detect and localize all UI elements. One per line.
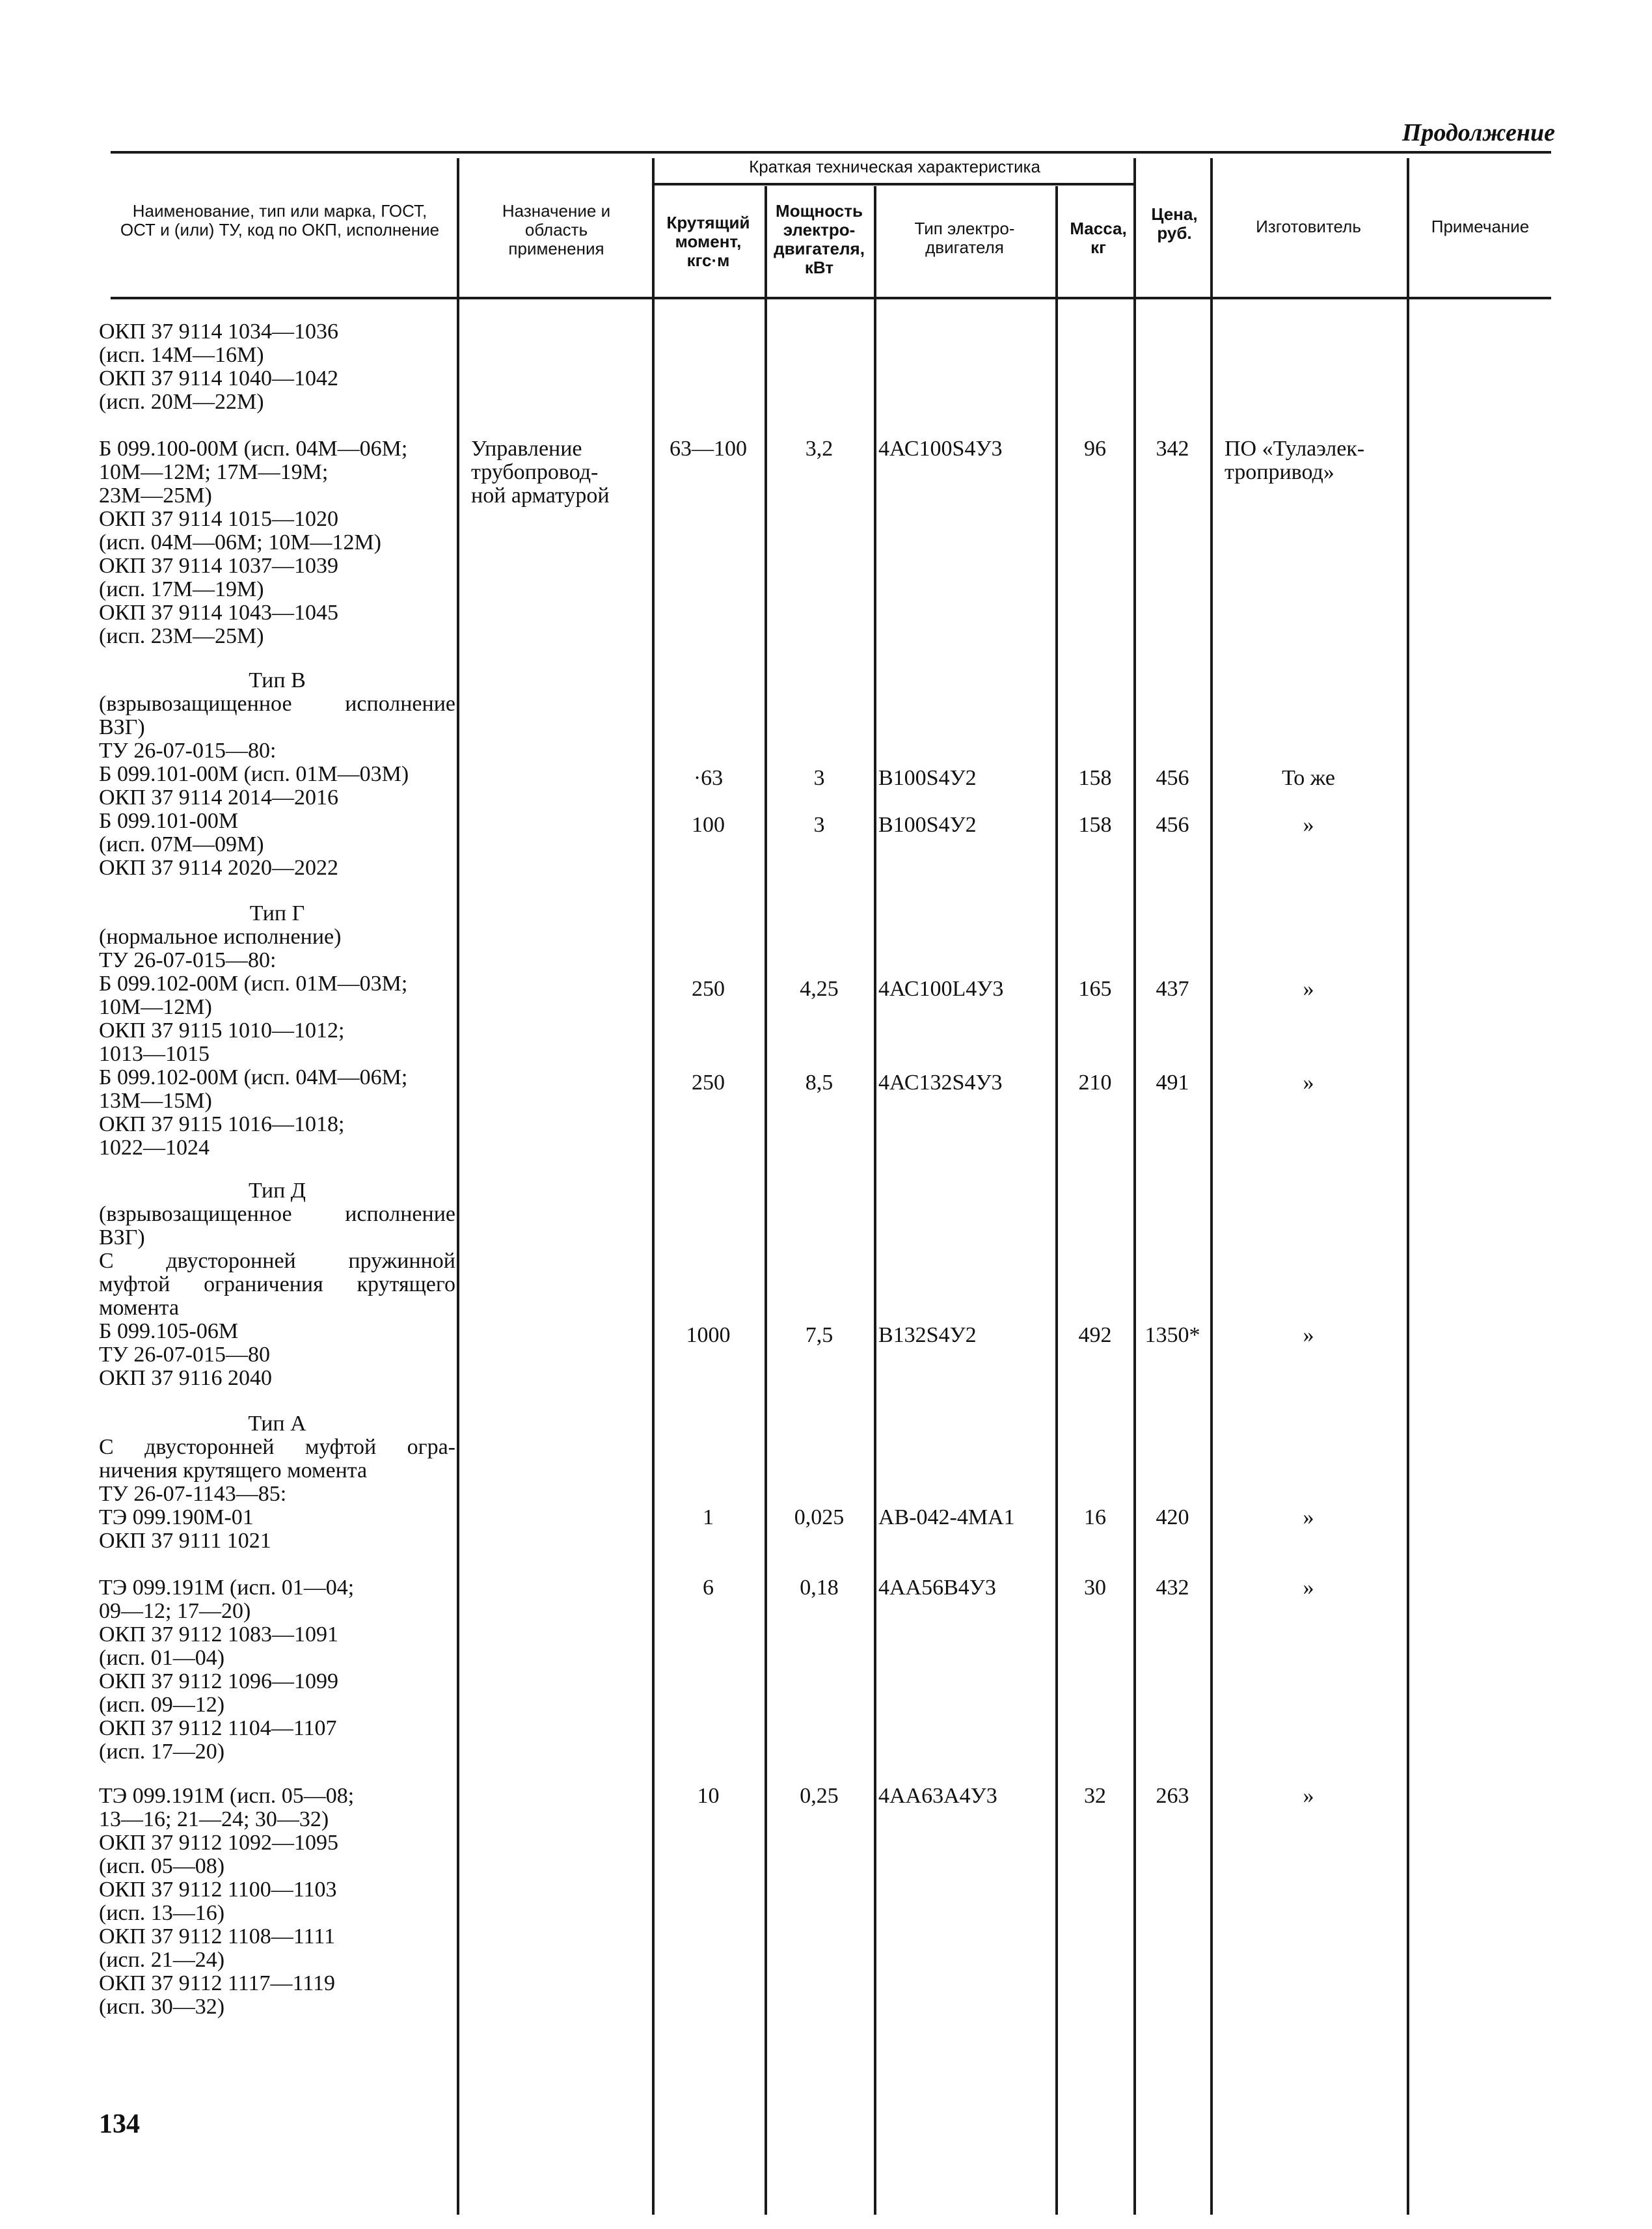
motor-cell: 4АС100S4У3 bbox=[878, 437, 1003, 461]
mass-cell: 16 bbox=[1084, 1505, 1106, 1529]
maker-cell: » bbox=[1303, 813, 1314, 837]
okp-line: ОКП 37 9116 2040 bbox=[99, 1366, 273, 1390]
okp-line: (исп. 23М—25М) bbox=[99, 624, 264, 648]
mass-cell: 492 bbox=[1078, 1323, 1112, 1347]
okp-line: ОКП 37 9114 1034—1036 bbox=[99, 320, 339, 344]
okp-line: ОКП 37 9114 1037—1039 bbox=[99, 554, 339, 578]
column-divider bbox=[1133, 158, 1136, 2215]
maker-cell: » bbox=[1303, 1071, 1314, 1095]
header-spec-group: Краткая техническая характеристика bbox=[749, 157, 1040, 176]
purpose-line: ной арматурой bbox=[471, 484, 610, 508]
okp-line: (исп. 20М—22М) bbox=[99, 390, 264, 414]
maker-line: ПО «Тулаэлек- bbox=[1225, 437, 1365, 461]
torque-cell: 1 bbox=[703, 1505, 714, 1529]
header-maker: Изготовитель bbox=[1256, 217, 1361, 236]
okp-line: ОКП 37 9114 2020—2022 bbox=[99, 856, 339, 880]
okp-line: 10М—12М; 17М—19М; bbox=[99, 460, 329, 484]
price-cell: 420 bbox=[1156, 1505, 1189, 1529]
okp-line: Б 099.100-00М (исп. 04М—06М; bbox=[99, 437, 408, 461]
mass-cell: 158 bbox=[1078, 813, 1112, 837]
okp-line: 23М—25М) bbox=[99, 484, 212, 508]
okp-line: ОКП 37 9114 1043—1045 bbox=[99, 601, 339, 625]
type-g-block bbox=[99, 902, 455, 1160]
torque-cell: 100 bbox=[692, 813, 725, 837]
mass-cell: 96 bbox=[1084, 437, 1106, 461]
okp-line: Б 099.101-00М bbox=[99, 809, 239, 833]
power-cell: 3 bbox=[813, 813, 825, 837]
okp-line: ничения крутящего момента bbox=[99, 1458, 368, 1483]
continuation-label: Продолжение bbox=[1401, 119, 1555, 146]
torque-cell: 250 bbox=[692, 1071, 725, 1095]
okp-line: (исп. 30—32) bbox=[99, 1995, 225, 2019]
okp-line: ОКП 37 9115 1016—1018; bbox=[99, 1112, 345, 1136]
okp-line: ОКП 37 9112 1104—1107 bbox=[99, 1716, 337, 1740]
okp-block-8 bbox=[99, 1785, 354, 2019]
mass-cell: 30 bbox=[1084, 1576, 1106, 1600]
okp-line: (исп. 13—16) bbox=[99, 1901, 225, 1925]
motor-cell: В100S4У2 bbox=[878, 813, 977, 837]
okp-line: С двусторонней муфтой огра- bbox=[99, 1435, 455, 1459]
okp-line: ОКП 37 9114 1040—1042 bbox=[99, 366, 339, 390]
okp-line: ОКП 37 9114 1015—1020 bbox=[99, 507, 339, 531]
torque-cell: ·63 bbox=[693, 766, 724, 790]
torque-cell: 6 bbox=[703, 1576, 714, 1600]
okp-line: ОКП 37 9111 1021 bbox=[99, 1529, 271, 1553]
motor-cell: В100S4У2 bbox=[878, 766, 977, 790]
header-motor-type: Тип электро- двигателя bbox=[914, 219, 1015, 257]
okp-line: (исп. 17М—19М) bbox=[99, 577, 264, 601]
okp-line: ОКП 37 9112 1083—1091 bbox=[99, 1622, 339, 1647]
header-note: Примечание bbox=[1431, 217, 1530, 236]
maker-line: тропривод» bbox=[1225, 460, 1334, 484]
spec-group-rule bbox=[654, 183, 1135, 185]
okp-line: ТЭ 099.191М (исп. 01—04; bbox=[99, 1576, 355, 1600]
mass-cell: 32 bbox=[1084, 1784, 1106, 1808]
mass-cell: 158 bbox=[1078, 766, 1112, 790]
okp-line: Б 099.102-00М (исп. 01М—03М; bbox=[99, 972, 408, 996]
okp-line: ОКП 37 9114 2014—2016 bbox=[99, 786, 339, 810]
price-cell: 342 bbox=[1156, 437, 1189, 461]
okp-line: 1022—1024 bbox=[99, 1136, 210, 1160]
okp-line: ТЭ 099.190М-01 bbox=[99, 1505, 254, 1529]
okp-line: 13М—15М) bbox=[99, 1089, 212, 1113]
okp-block-7 bbox=[99, 1576, 354, 1764]
okp-line: 10М—12М) bbox=[99, 995, 212, 1019]
okp-line: ТУ 26-07-015—80: bbox=[99, 739, 277, 763]
header-purpose: Назначение и область применения bbox=[502, 201, 611, 258]
okp-line: (взрывозащищенное исполнение bbox=[99, 692, 455, 716]
header-mass: Масса, кг bbox=[1070, 219, 1127, 257]
price-cell: 456 bbox=[1156, 766, 1189, 790]
maker-cell: То же bbox=[1282, 766, 1335, 790]
okp-line: (исп. 05—08) bbox=[99, 1854, 225, 1878]
okp-line: ТУ 26-07-015—80 bbox=[99, 1343, 270, 1367]
okp-block-2 bbox=[99, 437, 407, 648]
column-divider bbox=[652, 158, 655, 2215]
motor-cell: 4АС132S4У3 bbox=[878, 1071, 1003, 1095]
okp-block-1 bbox=[99, 320, 338, 414]
torque-cell: 250 bbox=[692, 977, 725, 1001]
maker-cell: » bbox=[1303, 1576, 1314, 1600]
type-a-block bbox=[99, 1412, 455, 1553]
type-d-block bbox=[99, 1179, 455, 1390]
power-cell: 4,25 bbox=[800, 977, 839, 1001]
okp-line: С двусторонней пружинной bbox=[99, 1249, 455, 1273]
okp-line: момента bbox=[99, 1296, 180, 1320]
header-torque: Крутящий момент, кгс·м bbox=[666, 213, 750, 270]
type-d-title: Тип Д bbox=[248, 1179, 306, 1203]
okp-line: (взрывозащищенное исполнение bbox=[99, 1202, 455, 1226]
power-cell: 0,18 bbox=[800, 1576, 839, 1600]
type-v-title: Тип В bbox=[249, 668, 306, 692]
okp-line: (исп. 17—20) bbox=[99, 1740, 225, 1764]
okp-line: ВЗГ) bbox=[99, 1225, 145, 1250]
column-divider bbox=[765, 186, 767, 2215]
power-cell: 0,25 bbox=[800, 1784, 839, 1808]
price-cell: 491 bbox=[1156, 1071, 1189, 1095]
motor-cell: 4АА63А4У3 bbox=[878, 1784, 997, 1808]
motor-cell: АВ-042-4МА1 bbox=[878, 1505, 1015, 1529]
mass-cell: 165 bbox=[1078, 977, 1112, 1001]
maker-cell: » bbox=[1303, 977, 1314, 1001]
price-cell: 432 bbox=[1156, 1576, 1189, 1600]
type-v-block bbox=[99, 669, 455, 880]
okp-line: ВЗГ) bbox=[99, 715, 145, 739]
okp-line: (исп. 14М—16М) bbox=[99, 343, 264, 367]
header-bottom-rule bbox=[111, 297, 1551, 299]
purpose-cell bbox=[471, 437, 610, 508]
okp-line: 13—16; 21—24; 30—32) bbox=[99, 1807, 329, 1831]
power-cell: 3 bbox=[813, 766, 825, 790]
price-cell: 437 bbox=[1156, 977, 1189, 1001]
okp-line: (исп. 01—04) bbox=[99, 1646, 225, 1670]
power-cell: 8,5 bbox=[805, 1071, 833, 1095]
okp-line: Б 099.102-00М (исп. 04М—06М; bbox=[99, 1065, 408, 1089]
torque-cell: 10 bbox=[697, 1784, 720, 1808]
okp-line: 1013—1015 bbox=[99, 1042, 210, 1066]
type-g-title: Тип Г bbox=[249, 901, 305, 925]
okp-line: ТУ 26-07-1143—85: bbox=[99, 1482, 287, 1506]
okp-line: (нормальное исполнение) bbox=[99, 925, 342, 949]
page-number: 134 bbox=[99, 2109, 140, 2139]
maker-cell: » bbox=[1303, 1784, 1314, 1808]
purpose-line: трубопровод- bbox=[471, 460, 599, 484]
okp-line: (исп. 21—24) bbox=[99, 1948, 225, 1972]
maker-cell bbox=[1225, 437, 1364, 484]
header-power: Мощность электро- двигателя, кВт bbox=[774, 201, 865, 277]
motor-cell: 4АА56В4У3 bbox=[878, 1576, 996, 1600]
okp-line: (исп. 09—12) bbox=[99, 1693, 225, 1717]
type-a-title: Тип А bbox=[248, 1412, 306, 1436]
okp-line: Б 099.101-00М (исп. 01М—03М) bbox=[99, 762, 409, 786]
purpose-line: Управление bbox=[471, 437, 582, 461]
price-cell: 1350* bbox=[1144, 1323, 1200, 1347]
okp-line: (исп. 04М—06М; 10М—12М) bbox=[99, 530, 381, 554]
column-divider bbox=[1055, 186, 1058, 2215]
header-name: Наименование, тип или марка, ГОСТ, ОСТ и (или) ТУ, код по ОКП, исполнение bbox=[120, 201, 440, 239]
power-cell: 3,2 bbox=[805, 437, 833, 461]
motor-cell: 4АС100L4У3 bbox=[878, 977, 1004, 1001]
okp-line: (исп. 07М—09М) bbox=[99, 832, 264, 856]
okp-line: ОКП 37 9115 1010—1012; bbox=[99, 1019, 345, 1043]
torque-cell: 63—100 bbox=[670, 437, 747, 461]
okp-line: ОКП 37 9112 1092—1095 bbox=[99, 1831, 339, 1855]
okp-line: муфтой ограничения крутящего bbox=[99, 1272, 455, 1296]
okp-line: ОКП 37 9112 1100—1103 bbox=[99, 1878, 337, 1902]
header-top-rule bbox=[111, 151, 1551, 154]
okp-line: Б 099.105-06М bbox=[99, 1319, 239, 1343]
column-divider bbox=[457, 158, 459, 2215]
okp-line: 09—12; 17—20) bbox=[99, 1599, 251, 1623]
price-cell: 263 bbox=[1156, 1784, 1189, 1808]
motor-cell: В132S4У2 bbox=[878, 1323, 977, 1347]
okp-line: ОКП 37 9112 1096—1099 bbox=[99, 1669, 339, 1693]
okp-line: ТУ 26-07-015—80: bbox=[99, 948, 277, 972]
okp-line: ОКП 37 9112 1117—1119 bbox=[99, 1971, 335, 1995]
okp-line: ОКП 37 9112 1108—1111 bbox=[99, 1924, 335, 1949]
power-cell: 0,025 bbox=[794, 1505, 845, 1529]
mass-cell: 210 bbox=[1078, 1071, 1112, 1095]
maker-cell: » bbox=[1303, 1323, 1314, 1347]
column-divider bbox=[1210, 158, 1213, 2215]
price-cell: 456 bbox=[1156, 813, 1189, 837]
maker-cell: » bbox=[1303, 1505, 1314, 1529]
header-price: Цена, руб. bbox=[1151, 204, 1198, 243]
torque-cell: 1000 bbox=[686, 1323, 731, 1347]
power-cell: 7,5 bbox=[805, 1323, 833, 1347]
column-divider bbox=[1407, 158, 1409, 2215]
column-divider bbox=[874, 186, 876, 2215]
okp-line: ТЭ 099.191М (исп. 05—08; bbox=[99, 1784, 355, 1808]
